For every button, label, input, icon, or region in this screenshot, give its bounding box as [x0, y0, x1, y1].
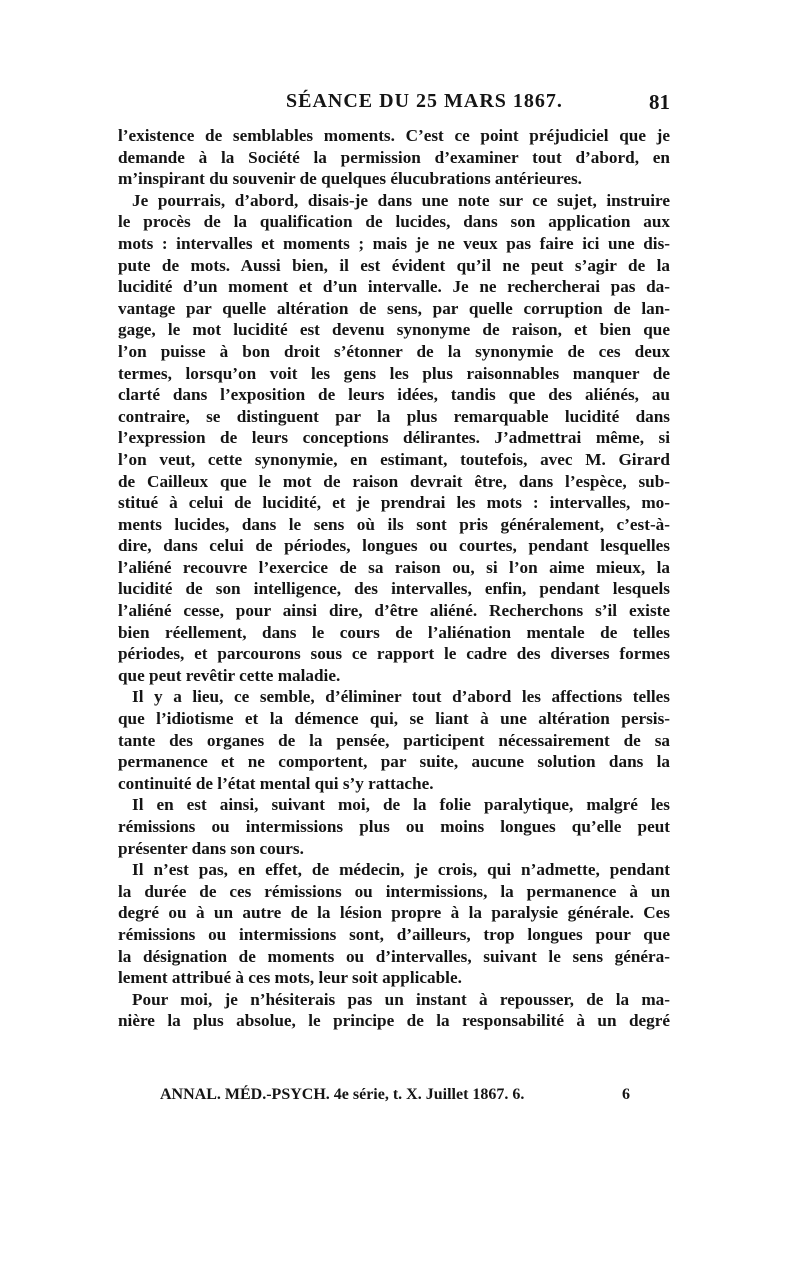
page-header — [118, 90, 670, 120]
text-line: bien réellement, dans le cours de l’aliénation mentale de telles — [118, 622, 670, 642]
text-line: Il y a lieu, ce semble, d’éliminer tout d’abord les affections telles — [132, 687, 670, 707]
text-line: l’expression de leurs conceptions délirantes. J’admettrai même, si — [118, 428, 670, 448]
text-line: que peut revêtir cette maladie. — [118, 665, 341, 685]
text-line: Je pourrais, d’abord, disais-je dans une note sur ce sujet, instruire — [132, 190, 670, 210]
text-line: ments lucides, dans le sens où ils sont pris généralement, c’est-à- — [118, 514, 670, 534]
text-line: vantage par quelle altération de sens, par quelle corruption de lan- — [118, 298, 670, 318]
text-line: termes, lorsqu’on voit les gens les plus raisonnables manquer de — [118, 363, 670, 383]
text-line: que l’idiotisme et la démence qui, se liant à une altération persis- — [118, 709, 670, 729]
text-line: lement attribué à ces mots, leur soit applicable. — [118, 968, 462, 988]
text-line: la désignation de moments ou d’intervalles, suivant le sens généra- — [118, 946, 670, 966]
text-line: rémissions ou intermissions plus ou moins longues qu’elle peut — [118, 817, 670, 836]
text-line: stitué à celui de lucidité, et je prendrai les mots : intervalles, mo- — [118, 493, 670, 513]
page-number: 81 — [649, 90, 670, 114]
text-line: Il en est ainsi, suivant moi, de la folie paralytique, malgré les — [132, 795, 670, 815]
text-line: l’on veut, cette synonymie, en estimant, toutefois, avec M. Girard — [118, 449, 670, 469]
text-line: m’inspirant du souvenir de quelques élucubrations antérieures. — [118, 169, 582, 189]
text-line: l’aliéné cesse, pour ainsi dire, d’être aliéné. Recherchons s’il existe — [118, 601, 670, 621]
text-line: l’aliéné recouvre l’exercice de sa raison ou, si l’on aime mieux, la — [118, 557, 670, 577]
text-line: lucidité de son intelligence, des intervalles, enfin, pendant lesquels — [118, 579, 670, 599]
text-line: tante des organes de la pensée, participent nécessairement de sa — [118, 730, 670, 750]
text-line: rémissions ou intermissions sont, d’ailleurs, trop longues pour que — [118, 924, 670, 944]
text-line: lucidité d’un moment et d’un intervalle. Je ne rechercherai pas da- — [118, 277, 670, 297]
text-line: continuité de l’état mental qui s’y rattache. — [118, 773, 434, 793]
text-line: le procès de la qualification de lucides, dans son application aux — [118, 212, 670, 232]
text-line: clarté dans l’exposition de leurs idées, tandis que des aliénés, au — [118, 385, 670, 405]
body-text — [118, 125, 670, 1032]
text-line: contraire, se distinguent par la plus remarquable lucidité dans — [118, 406, 670, 426]
text-line: nière la plus absolue, le principe de la responsabilité à un degré — [118, 1011, 670, 1031]
text-line: de Cailleux que le mot de raison devrait être, dans l’espèce, sub- — [118, 471, 670, 491]
text-line: présenter dans son cours. — [118, 838, 304, 858]
footer-citation: ANNAL. MÉD.-PSYCH. 4e série, t. X. Juillet 1867. 6. — [160, 1086, 525, 1103]
text-line: périodes, et parcourons sous ce rapport le cadre des diverses formes — [118, 644, 670, 664]
text-line: demande à la Société la permission d’examiner tout d’abord, en — [118, 147, 670, 167]
text-line: dire, dans celui de périodes, longues ou courtes, pendant lesquelles — [118, 536, 670, 556]
text-line: degré ou à un autre de la lésion propre à la paralysie générale. Ces — [118, 903, 670, 923]
page-footer — [160, 1086, 630, 1110]
text-line: l’existence de semblables moments. C’est ce point préjudiciel que je — [118, 126, 670, 145]
text-line: permanence et ne comportent, par suite, aucune solution dans la — [118, 752, 670, 772]
signature-mark: 6 — [622, 1086, 630, 1103]
text-line: la durée de ces rémissions ou intermissions, la permanence à un — [118, 881, 670, 901]
text-line: pute de mots. Aussi bien, il est évident qu’il ne peut s’agir de la — [118, 255, 670, 275]
running-title: SÉANCE DU 25 MARS 1867. — [286, 90, 563, 112]
text-line: Il n’est pas, en effet, de médecin, je crois, qui n’admette, pendant — [132, 860, 670, 880]
text-line: mots : intervalles et moments ; mais je ne veux pas faire ici une dis- — [118, 233, 670, 253]
text-line: Pour moi, je n’hésiterais pas un instant à repousser, de la ma- — [132, 989, 670, 1009]
text-line: l’on puisse à bon droit s’étonner de la synonymie de ces deux — [118, 341, 670, 361]
text-line: gage, le mot lucidité est devenu synonyme de raison, et bien que — [118, 320, 670, 340]
